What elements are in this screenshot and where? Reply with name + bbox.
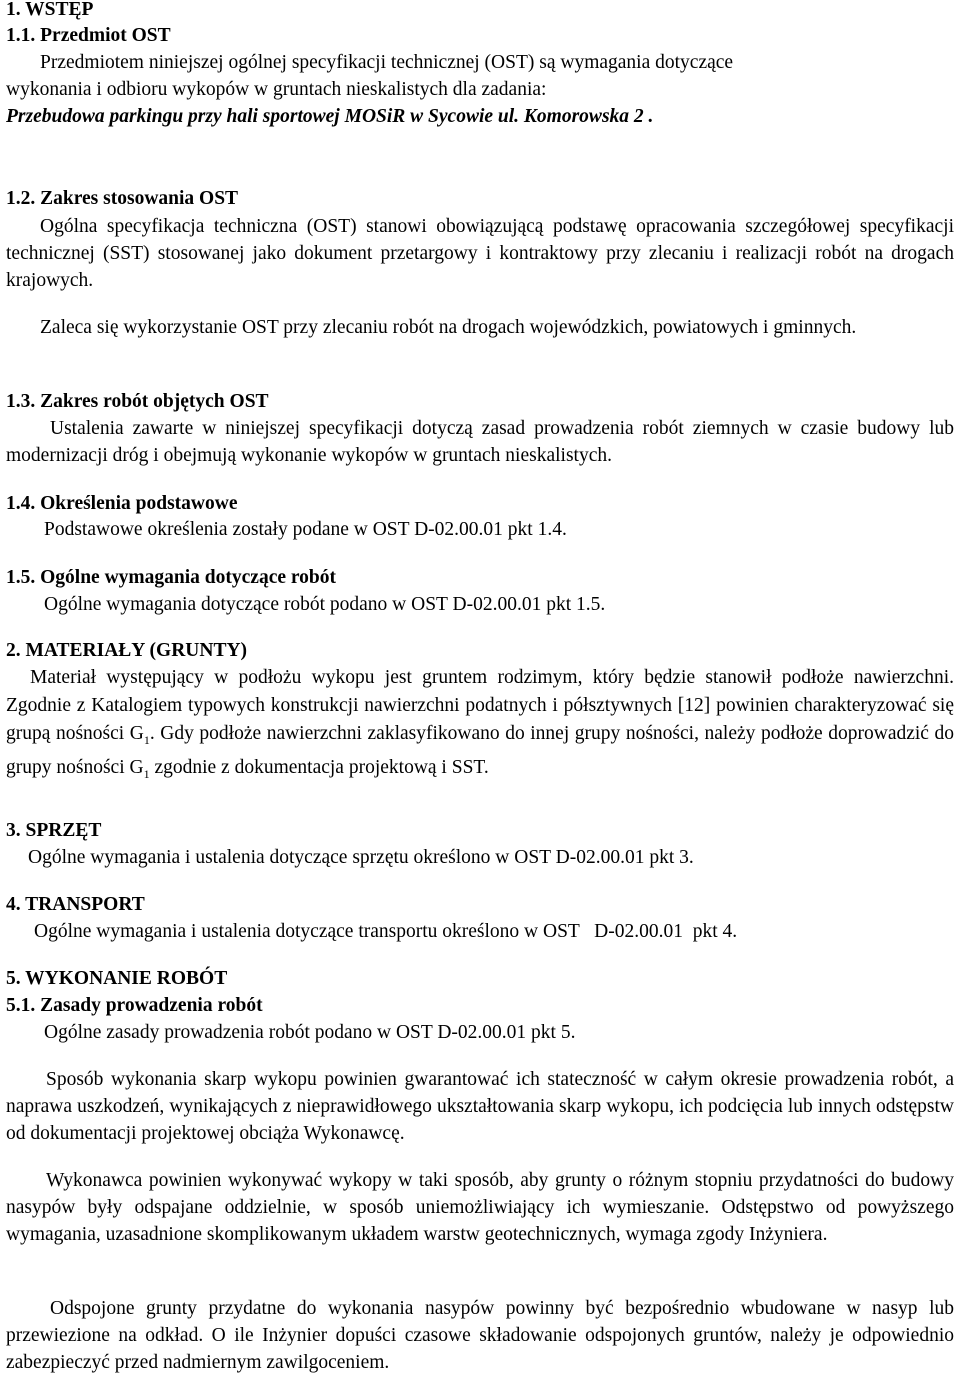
- section-5-1-paragraph-3: Odspojone grunty przydatne do wykonania nasypów powinny być bezpośrednio wbudowane w nasyp lub przewiezione na odkład. O ile Inżynier dopuści czasowe składowanie odspojonych gruntów, należy je odpowiednio zabezpieczyć przed nadmiernym zawilgoceniem.: [6, 1298, 954, 1373]
- section-2-heading: 2. MATERIAŁY (GRUNTY): [6, 640, 248, 661]
- section-2-paragraph: [6, 664, 954, 788]
- section-1-1-line-2: wykonania i odbioru wykopów w gruntach nieskalistych dla zadania:: [6, 79, 547, 100]
- section-1-4-heading: 1.4. Określenia podstawowe: [6, 493, 238, 514]
- section-5-1-intro: Ogólne zasady prowadzenia robót podano w OST D-02.00.01 pkt 5.: [44, 1022, 576, 1043]
- project-title: Przebudowa parkingu przy hali sportowej MOSiR w Sycowie ul. Komorowska 2 .: [6, 106, 654, 127]
- section-1-1-heading: 1.1. Przedmiot OST: [6, 25, 171, 46]
- section-1-4-paragraph: Podstawowe określenia zostały podane w OST D-02.00.01 pkt 1.4.: [44, 519, 567, 540]
- section-2-text-a: Materiał występujący w podłożu wykopu jest gruntem rodzimym, który będzie stanowił podłoże nawierzchni. Zgodnie z Katalogiem typowych konstrukcji nawierzchni podatnych i półsztywnych [12] powinien charakteryzować się grupą nośności G: [6, 667, 954, 744]
- section-1-3-heading: 1.3. Zakres robót objętych OST: [6, 391, 269, 412]
- section-3-paragraph: Ogólne wymagania i ustalenia dotyczące sprzętu określono w OST D-02.00.01 pkt 3.: [28, 847, 694, 868]
- section-1-3-paragraph: Ustalenia zawarte w niniejszej specyfikacji dotyczą zasad prowadzenia robót ziemnych w czasie budowy lub modernizacji dróg i obejmują wykonanie wykopów w gruntach nieskalistych.: [6, 418, 954, 466]
- subscript-1: 1: [143, 732, 150, 747]
- section-4-paragraph: Ogólne wymagania i ustalenia dotyczące transportu określono w OST D-02.00.01 pkt 4.: [34, 921, 738, 942]
- section-2-text-b: . Gdy podłoże nawierzchni zaklasyfikowano do innej grupy nośności, należy podłoże doprowadzić do grupy nośności G: [6, 723, 955, 778]
- section-1-5-paragraph: Ogólne wymagania dotyczące robót podano w OST D-02.00.01 pkt 1.5.: [44, 594, 606, 615]
- section-5-1-paragraph-1: Sposób wykonania skarp wykopu powinien gwarantować ich stateczność w całym okresie prowadzenia robót, a naprawa uszkodzeń, wynikających z nieprawidłowego ukształtowania skarp wykopu, ich podcięcia lub innych odstępstw od dokumentacji projektowej obciąża Wykonawcę.: [6, 1069, 954, 1144]
- section-1-5-heading: 1.5. Ogólne wymagania dotyczące robót: [6, 567, 337, 588]
- section-3-heading: 3. SPRZĘT: [6, 820, 102, 841]
- section-4-heading: 4. TRANSPORT: [6, 894, 145, 915]
- section-1-heading: 1. WSTĘP: [6, 0, 94, 20]
- section-1-2-paragraph-1: Ogólna specyfikacja techniczna (OST) stanowi obowiązującą podstawę opracowania szczegółowej specyfikacji technicznej (SST) stosowanej jako dokument przetargowy i kontraktowy przy zlecaniu i realizacji robót na drogach krajowych.: [6, 216, 954, 291]
- section-1-1-line-1: Przedmiotem niniejszej ogólnej specyfikacji technicznej (OST) są wymagania dotyczące: [40, 52, 734, 73]
- section-5-heading: 5. WYKONANIE ROBÓT: [6, 968, 228, 989]
- section-5-1-heading: 5.1. Zasady prowadzenia robót: [6, 995, 263, 1016]
- section-1-2-paragraph-2: Zaleca się wykorzystanie OST przy zlecaniu robót na drogach wojewódzkich, powiatowych i gminnych.: [40, 317, 857, 338]
- section-1-2-heading: 1.2. Zakres stosowania OST: [6, 188, 239, 209]
- section-2-text-c: zgodnie z dokumentacja projektową i SST.: [149, 756, 489, 778]
- subscript-2: 1: [143, 766, 150, 781]
- section-5-1-paragraph-2: Wykonawca powinien wykonywać wykopy w taki sposób, aby grunty o różnym stopniu przydatności do budowy nasypów były odspajane oddzielnie, w sposób uniemożliwiający ich wymieszanie. Odstępstwo od powyższego wymagania, uzasadnione skomplikowanym układem warstw geotechnicznych, wymaga zgody Inżyniera.: [6, 1170, 954, 1245]
